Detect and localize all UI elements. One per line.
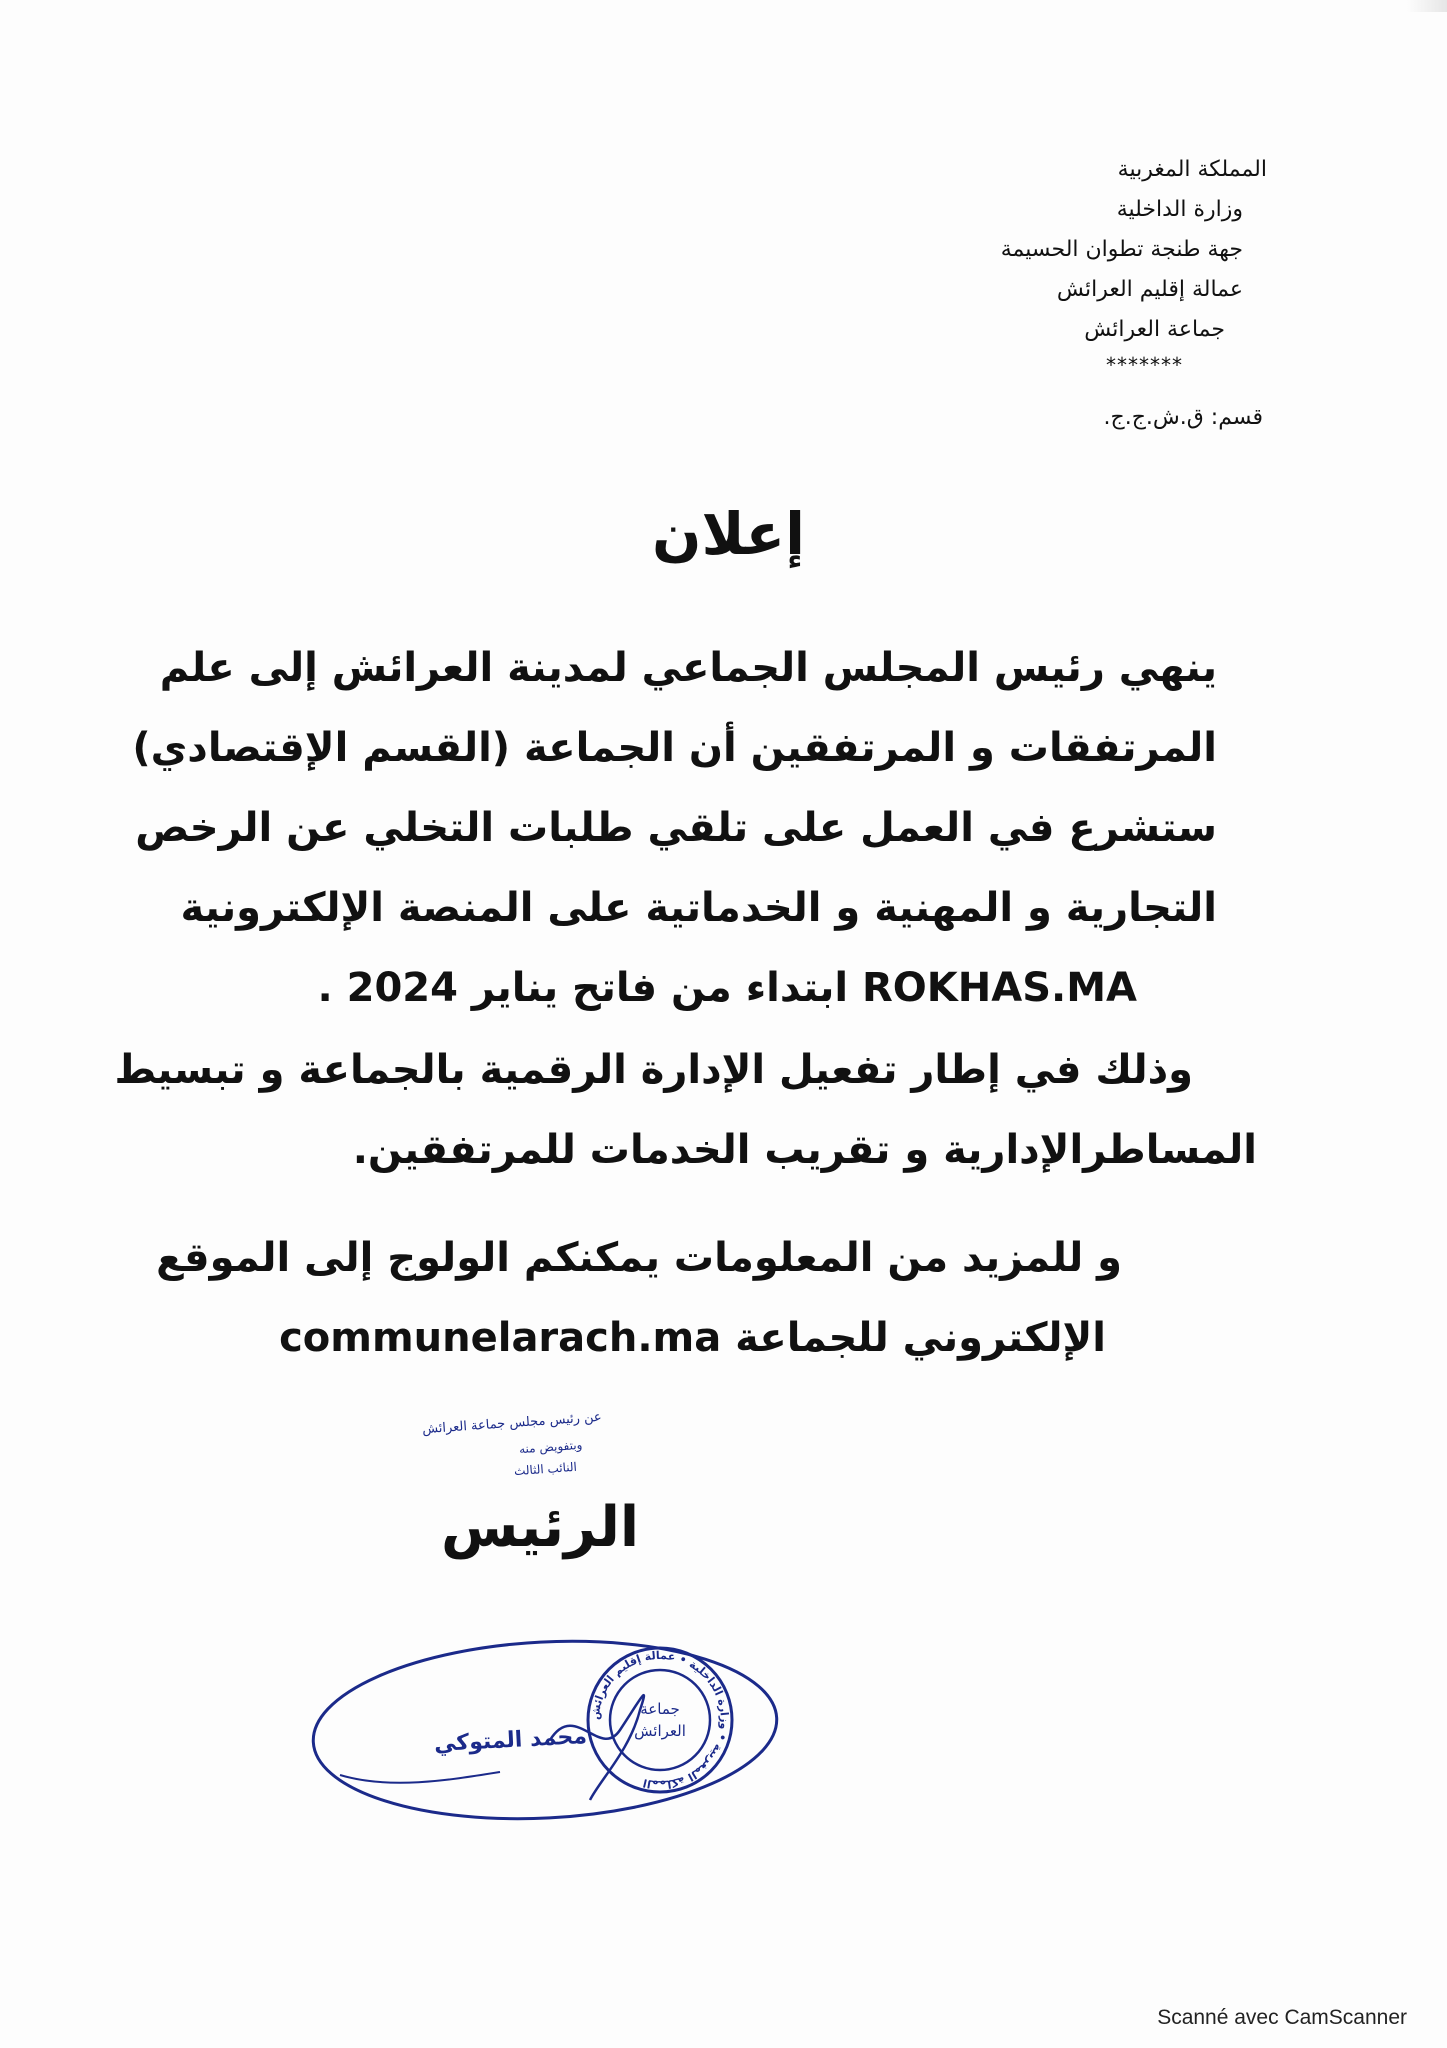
paragraph-1-line-2: المرتفقات و المرتفقين أن الجماعة (القسم الإقتصادي) — [132, 725, 1217, 771]
start-date-text: ابتداء من فاتح يناير 2024 . — [317, 965, 849, 1011]
stamp-text-line-2: وبتفويض منه — [518, 1437, 583, 1457]
website-prefix: الإلكتروني للجماعة — [735, 1315, 1106, 1361]
scan-edge-shadow — [1407, 0, 1447, 12]
stamp-text-line-1: عن رئيس مجلس جماعة العرائش — [421, 1409, 603, 1438]
signatory-name: محمد المتوكي — [433, 1724, 588, 1757]
region-line: جهة طنجة تطوان الحسيمة — [1000, 237, 1243, 262]
paragraph-2 — [114, 1030, 1257, 1190]
scanner-watermark: Scanné avec CamScanner — [1157, 2006, 1407, 2029]
paragraph-2-line-2: المساطرالإدارية و تقريب الخدمات للمرتفقين. — [352, 1127, 1257, 1173]
paragraph-1-line-5 — [207, 948, 1217, 1028]
paragraph-3-line-2 — [162, 1298, 1122, 1378]
paragraph-3 — [156, 1218, 1122, 1378]
province-line: عمالة إقليم العرائش — [1056, 277, 1243, 302]
header-separator: ******* — [1106, 353, 1183, 377]
section-reference: قسم: ق.ش.ج.ج. — [1103, 405, 1263, 430]
paragraph-2-line-1: وذلك في إطار تفعيل الإدارة الرقمية بالجماعة و تبسيط — [114, 1047, 1193, 1093]
kingdom-line: المملكة المغربية — [1117, 157, 1267, 182]
stamp-ring-text: المملكة المغربية • وزارة الداخلية • عمالة إقليم العرائش — [588, 1648, 732, 1792]
ministry-line: وزارة الداخلية — [1116, 197, 1243, 222]
website-link: communelarach.ma — [279, 1315, 722, 1361]
platform-name: ROKHAS.MA — [862, 965, 1137, 1011]
signature-title: الرئيس — [440, 1495, 640, 1560]
letterhead — [807, 150, 1267, 438]
commune-line: جماعة العرائش — [1084, 317, 1225, 342]
paragraph-1-line-3: ستشرع في العمل على تلقي طلبات التخلي عن الرخص — [135, 805, 1217, 851]
paragraph-1-line-4: التجارية و المهنية و الخدماتية على المنصة الإلكترونية — [180, 885, 1217, 931]
stamp-center-line-1: جماعة — [640, 1700, 680, 1718]
announcement-title: إعلان — [651, 500, 806, 568]
paragraph-1-line-1: ينهي رئيس المجلس الجماعي لمدينة العرائش إلى علم — [159, 645, 1217, 691]
stamp-text-line-3: النائب الثالث — [513, 1459, 578, 1479]
paragraph-1 — [132, 628, 1217, 1028]
stamp-center-line-2: العرائش — [634, 1722, 686, 1740]
paragraph-3-line-1: و للمزيد من المعلومات يمكنكم الولوج إلى الموقع — [156, 1235, 1122, 1281]
